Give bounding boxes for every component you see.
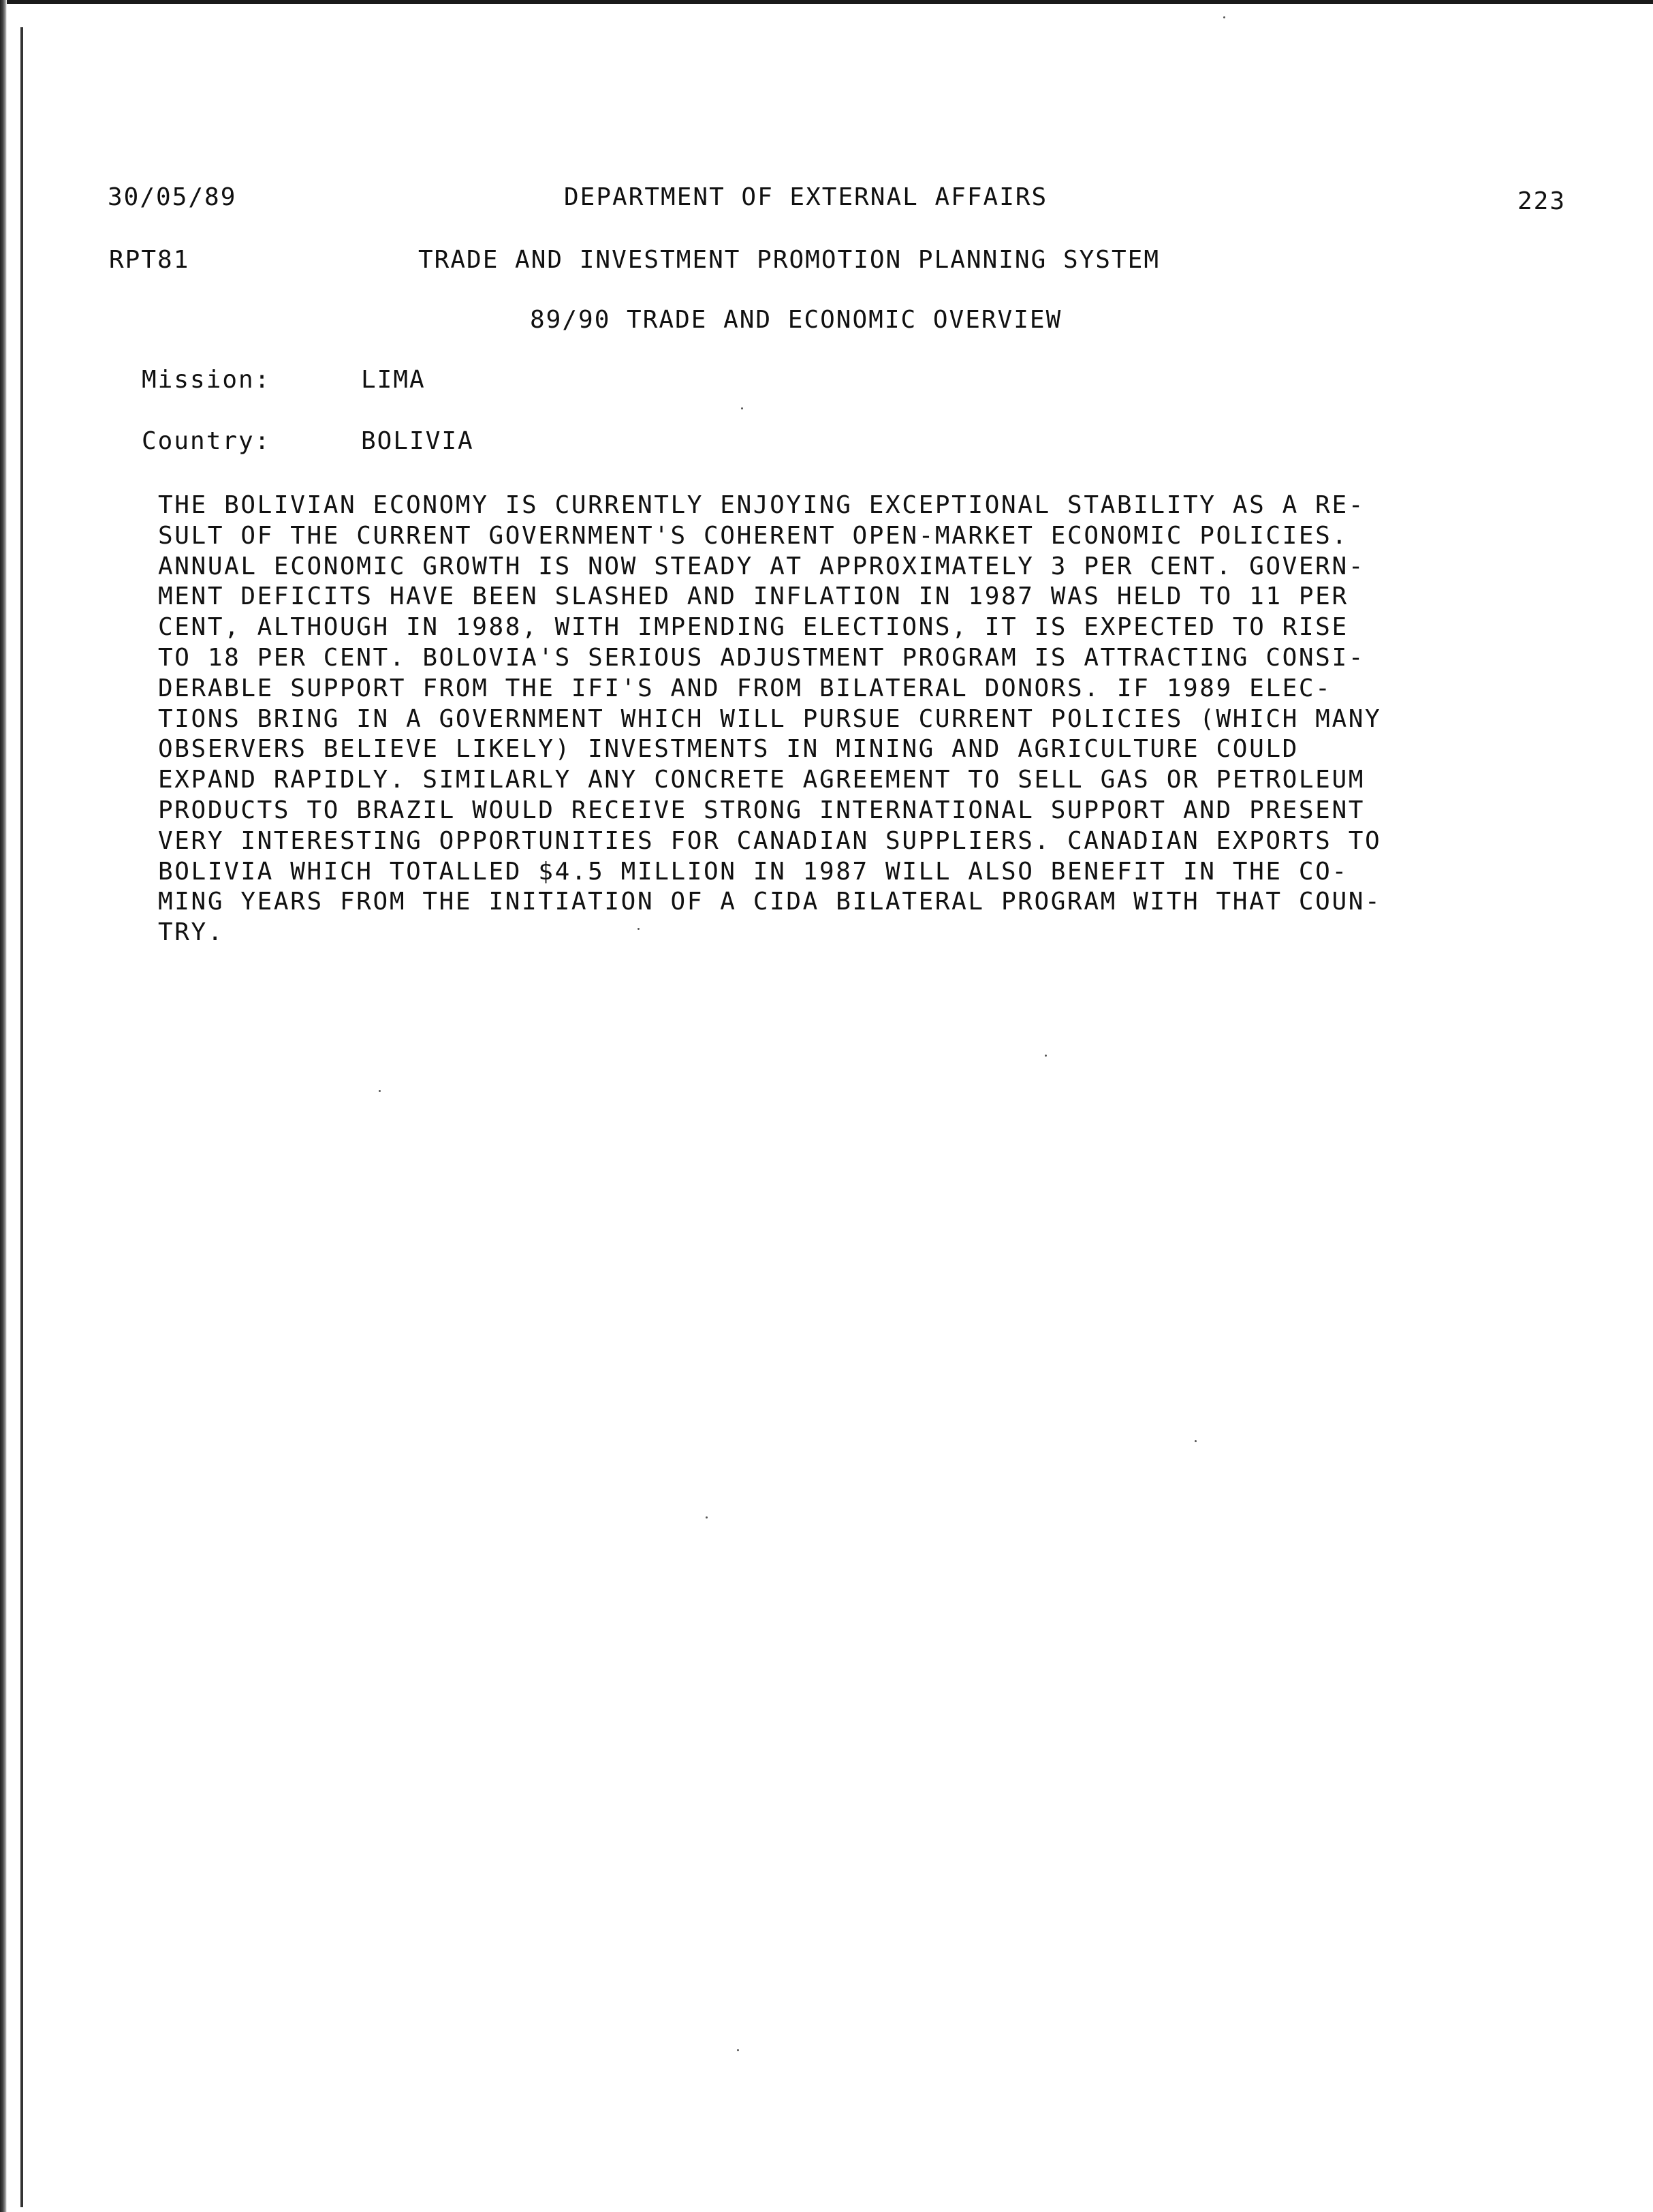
scan-left-line xyxy=(20,27,23,2207)
body-line: ANNUAL ECONOMIC GROWTH IS NOW STEADY AT APPROXIMATELY 3 PER CENT. GOVERN- xyxy=(158,552,1365,580)
body-line: DERABLE SUPPORT FROM THE IFI'S AND FROM BILATERAL DONORS. IF 1989 ELEC- xyxy=(158,674,1332,702)
overview-body xyxy=(158,490,1534,948)
body-line: CENT, ALTHOUGH IN 1988, WITH IMPENDING ELECTIONS, IT IS EXPECTED TO RISE xyxy=(158,613,1349,642)
body-line: TIONS BRING IN A GOVERNMENT WHICH WILL PURSUE CURRENT POLICIES (WHICH MANY xyxy=(158,704,1382,733)
scan-speck xyxy=(706,1516,708,1518)
body-line: OBSERVERS BELIEVE LIKELY) INVESTMENTS IN MINING AND AGRICULTURE COULD xyxy=(158,735,1299,764)
system-title: TRADE AND INVESTMENT PROMOTION PLANNING SYSTEM xyxy=(418,246,1160,274)
scan-speck xyxy=(1223,16,1225,18)
department-title: DEPARTMENT OF EXTERNAL AFFAIRS xyxy=(564,183,1048,211)
mission-label: Mission: xyxy=(142,366,271,394)
report-code: RPT81 xyxy=(109,246,190,274)
body-line: SULT OF THE CURRENT GOVERNMENT'S COHERENT OPEN-MARKET ECONOMIC POLICIES. xyxy=(158,521,1349,550)
body-line: TRY. xyxy=(158,918,225,947)
body-line: BOLIVIA WHICH TOTALLED $4.5 MILLION IN 1987 WILL ALSO BENEFIT IN THE CO- xyxy=(158,857,1349,886)
overview-title: 89/90 TRADE AND ECONOMIC OVERVIEW xyxy=(530,306,1062,334)
scan-top-edge xyxy=(0,0,1653,4)
body-line: VERY INTERESTING OPPORTUNITIES FOR CANADIAN SUPPLIERS. CANADIAN EXPORTS TO xyxy=(158,826,1382,855)
country-value: BOLIVIA xyxy=(361,427,474,455)
scan-speck xyxy=(1045,1055,1047,1057)
body-line: PRODUCTS TO BRAZIL WOULD RECEIVE STRONG INTERNATIONAL SUPPORT AND PRESENT xyxy=(158,796,1365,824)
scan-speck xyxy=(1195,1440,1197,1442)
body-line: MENT DEFICITS HAVE BEEN SLASHED AND INFLATION IN 1987 WAS HELD TO 11 PER xyxy=(158,582,1349,611)
page-number: 223 xyxy=(1517,187,1567,215)
country-label: Country: xyxy=(142,427,271,455)
report-date: 30/05/89 xyxy=(108,183,237,211)
mission-value: LIMA xyxy=(361,366,426,394)
scan-left-edge xyxy=(0,0,7,2212)
scan-speck xyxy=(379,1090,381,1092)
body-line: TO 18 PER CENT. BOLOVIA'S SERIOUS ADJUSTMENT PROGRAM IS ATTRACTING CONSI- xyxy=(158,643,1365,672)
body-line: EXPAND RAPIDLY. SIMILARLY ANY CONCRETE AGREEMENT TO SELL GAS OR PETROLEUM xyxy=(158,766,1365,794)
body-line: THE BOLIVIAN ECONOMY IS CURRENTLY ENJOYING EXCEPTIONAL STABILITY AS A RE- xyxy=(158,491,1365,519)
scan-speck xyxy=(741,407,743,409)
scan-speck xyxy=(737,2049,739,2051)
body-line: MING YEARS FROM THE INITIATION OF A CIDA BILATERAL PROGRAM WITH THAT COUN- xyxy=(158,888,1382,916)
